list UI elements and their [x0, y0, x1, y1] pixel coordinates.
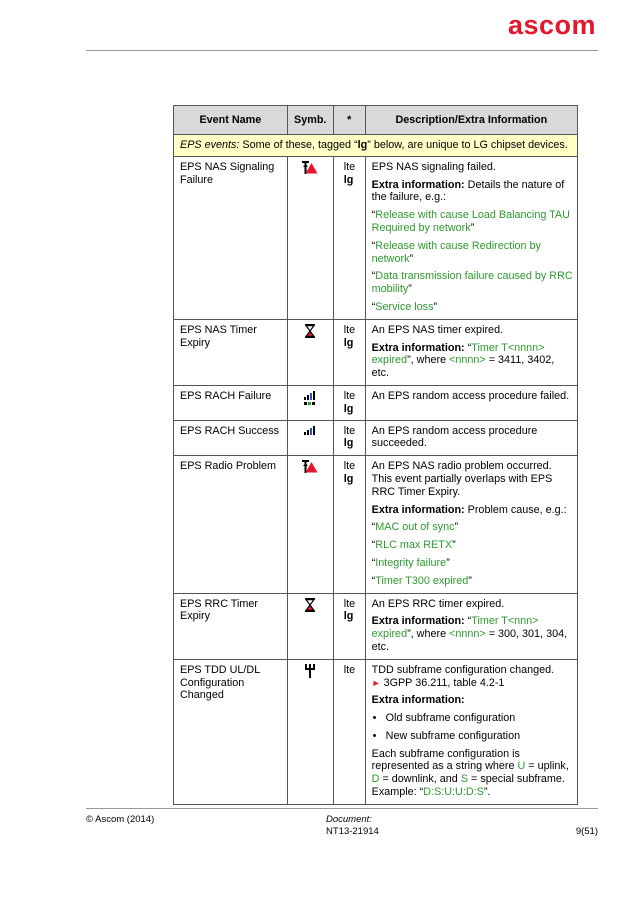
tower-warning-icon [302, 460, 318, 473]
tech-tag: lte [343, 460, 356, 473]
footer-document [326, 814, 379, 838]
event-description: An EPS RRC timer expired. Extra information: “Timer T<nnn> expired”, where <nnnn> = 300, 301, 304, etc. [365, 593, 577, 659]
event-name: EPS NAS Timer Expiry [174, 319, 288, 385]
event-name: EPS Radio Problem [174, 456, 288, 593]
page-number: 9(51) [575, 826, 598, 837]
event-description: An EPS random access procedure succeeded. [365, 420, 577, 456]
section-heading: EPS events: Some of these, tagged “lg” below, are unique to LG chipset devices. [174, 135, 578, 157]
ascom-logo: ascom [507, 10, 596, 40]
footer-copyright: © Ascom (2014) [86, 814, 155, 825]
spec-reference: 3GPP 36.211, table 4.2-1 [383, 676, 505, 689]
header-event-name: Event Name [174, 106, 288, 135]
lg-tag: lg [343, 437, 354, 450]
tower-warning-icon [302, 161, 318, 174]
reference-arrow-icon: ► [371, 677, 381, 688]
rach-success-icon [303, 425, 317, 436]
header-rule [86, 50, 598, 51]
event-description: EPS NAS signaling failed. Extra information: Details the nature of the failure, e.g.: “Release with cause Load Balancing TAU Required by network” “Release with cause Redirection by network” “Data transmission failure caused by RRC mobility” “Service loss” [365, 156, 577, 319]
hourglass-icon [304, 598, 316, 612]
document-id: NT13-21914 [326, 826, 379, 837]
header-star: * [333, 106, 365, 135]
events-table [173, 105, 578, 805]
event-description: TDD subframe configuration changed. ► 3GPP 36.211, table 4.2-1 Extra information: • Old subframe configuration • New subframe configuration Each subframe configuration is represented as a string where U = uplink, D = downlink, and S = special subframe. Example: “D:S:U:U:D:S”. [365, 659, 577, 804]
event-name: EPS RACH Failure [174, 385, 288, 420]
document-label: Document: [326, 814, 372, 825]
table-header-row [174, 106, 578, 135]
table-row [174, 319, 578, 385]
hourglass-icon [304, 324, 316, 338]
lg-tag: lg [343, 472, 354, 485]
header-description: Description/Extra Information [365, 106, 577, 135]
tech-tag: lte [343, 389, 356, 402]
table-row [174, 456, 578, 593]
table-row [174, 659, 578, 804]
section-row [174, 135, 578, 157]
lg-tag: lg [343, 402, 354, 415]
lg-tag: lg [343, 173, 354, 186]
event-name: EPS TDD UL/DL Configuration Changed [174, 659, 288, 804]
event-name: EPS RACH Success [174, 420, 288, 456]
table-row [174, 156, 578, 319]
lg-tag: lg [343, 336, 354, 349]
event-name: EPS NAS Signaling Failure [174, 156, 288, 319]
event-name: EPS RRC Timer Expiry [174, 593, 288, 659]
tech-tag: lte [343, 597, 356, 610]
tech-tag: lte [343, 323, 356, 336]
table-row [174, 593, 578, 659]
table-row [174, 420, 578, 456]
table-row [174, 385, 578, 420]
footer-rule [86, 808, 598, 809]
list-item: • New subframe configuration [372, 730, 573, 743]
header-symbol: Symb. [287, 106, 333, 135]
tech-tag: lte [343, 424, 356, 437]
tech-tag: lte [343, 160, 356, 173]
list-item: • Old subframe configuration [372, 712, 573, 725]
tech-tag: lte [343, 663, 356, 676]
tdd-tower-icon [304, 664, 316, 678]
event-description: An EPS random access procedure failed. [365, 385, 577, 420]
event-description: An EPS NAS radio problem occurred. This event partially overlaps with EPS RRC Timer Expiry. Extra information: Problem cause, e.g.: “MAC out of sync” “RLC max RETX” “Integrity failure” “Timer T300 expired” [365, 456, 577, 593]
event-description: An EPS NAS timer expired. Extra information: “Timer T<nnnn> expired”, where <nnnn> = 3411, 3402, etc. [365, 319, 577, 385]
rach-failure-icon [303, 390, 317, 406]
lg-tag: lg [343, 610, 354, 623]
